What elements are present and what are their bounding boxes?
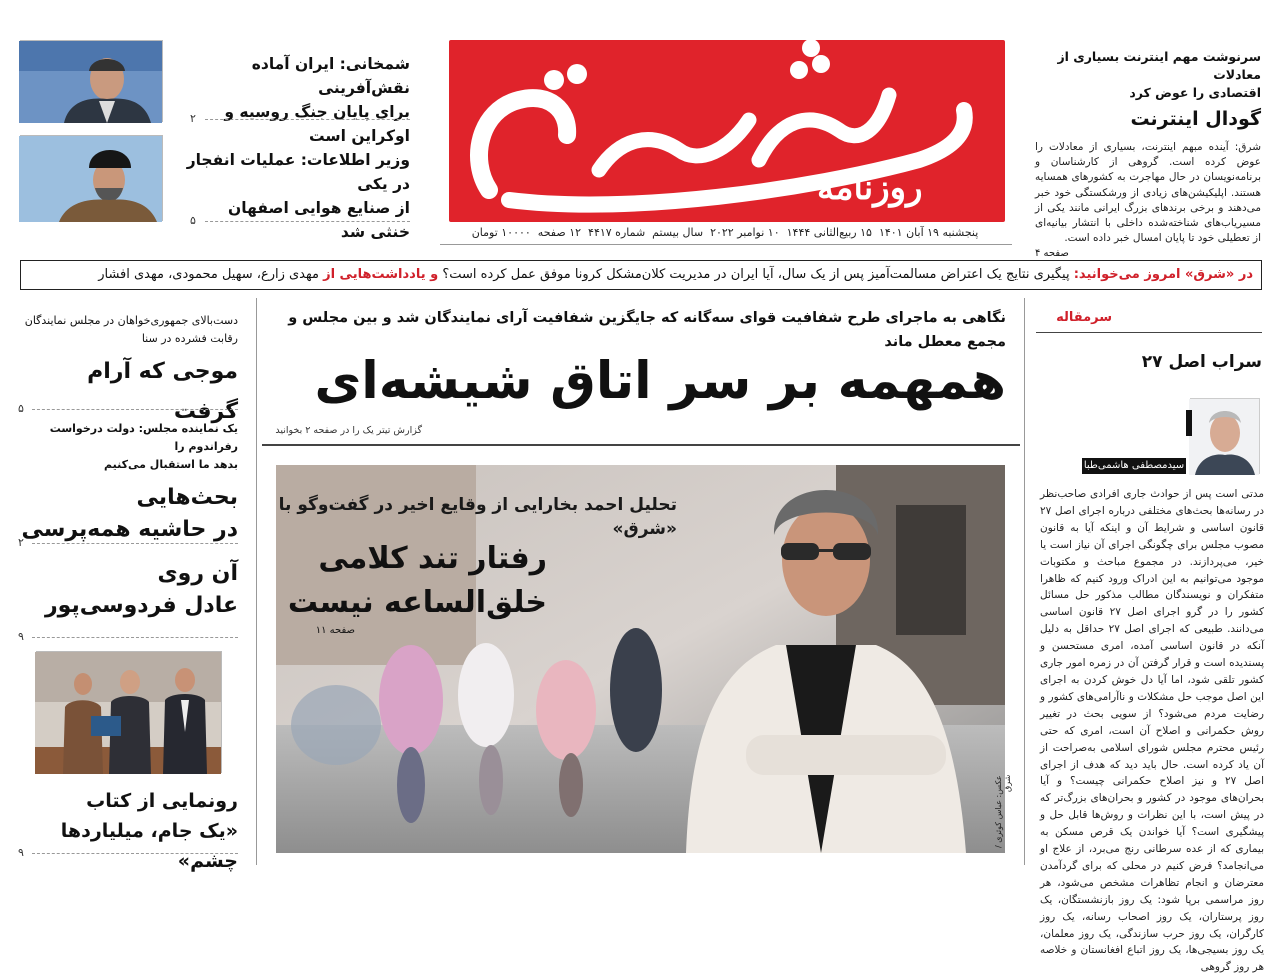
divider (205, 221, 410, 222)
book-launch-story[interactable] (20, 786, 238, 876)
kicker-line: بدهد ما استقبال می‌کنیم (104, 458, 238, 471)
title-line: عادل فردوسی‌پور (45, 593, 238, 618)
column-rule (1024, 298, 1025, 865)
portrait-image (19, 136, 162, 222)
story-kicker (20, 312, 238, 348)
headline-line: وزیر اطلاعات: عملیات انفجار در یکی (186, 151, 410, 193)
photo-title-line: خلق‌الساعه نیست (287, 585, 547, 620)
divider (32, 637, 238, 638)
divider (32, 853, 238, 854)
column-rule (256, 298, 257, 865)
ticker-text: پیگیری نتایج یک اعتراض مسالمت‌آمیز پس از یک سال، آیا ایران در مدیریت کلان‌مشکل کرونا موفق عمل کرده است؟ (438, 267, 1074, 282)
kicker-line: دست‌بالای جمهوری‌خواهان در مجلس نمایندگان (24, 314, 238, 327)
internet-story[interactable] (1035, 48, 1261, 261)
book-launch-photo[interactable] (36, 651, 222, 773)
title-line: «یک جام، میلیاردها چشم» (60, 820, 238, 872)
page-number: صفحه ۴ (1035, 248, 1069, 260)
editorial-body: مدتی است پس از حوادث جاری افرادی صاحب‌نظر در رسانه‌ها بحث‌های مختلفی درباره اجرای اصل ۲۷ قانون اساسی و شرایط آن و اینکه آیا به قانون مصوب مجلس برای چگونگی اجرای آن نیاز است یا خیر، می‌پردازند. در مجموع مباحث و مکتوبات موجود می‌توانیم به این ادراک ورود کنیم که ظاهرا متفکران و نویسندگان مطالب مذکور حل مسائل کشور را در گرو اجرای اصل ۲۷ قانون اساسی می‌دانند. طبیعی که اجرای اصل ۲۷ حداقل به دلیل آنکه در قانون اساسی آمده، امری مستحسن و پسندیده است و قرار گرفتن آن در زمره امور جاری کشور تلقی شود، اما آیا دل خوش کردن به اجرای این اصل موجب حل مشکلات و ناآرامی‌های کشور و رضایت مردم می‌شود؟ از سویی بحث در تغییر روش حکمرانی و اصلاح آن است، امری که حتی رئیس محترم مجلس شورای اسلامی به‌صراحت از آن یاد کرده است. حال باید دید که هدف از اجرای اصل ۲۷ و نیز اصلاح حکمرانی چیست؟ و آیا بحران‌های موجود در کشور و بحران‌های بزرگ‌تر که در پیش است، با این نظرات و روش‌ها قابل حل و پیشگیری است؟ آیا خواندن یک قرص مسکن به بیماری که از عده سرطانی رنج می‌برد، از علاج او می‌انجامد؟ فرض کنیم در محلی که برای گردآمدن معترضان و انجام تظاهرات مشخص می‌شود، هر روز مراسمی برپا شود: یک روز بازنشستگان، یک روز پرستاران، یک روز اصحاب رسانه، یک روز کارگران، یک روز حرب سازندگی، یک روز معلمان، یک روز بسیجی‌ها، یک روز اتباع افغانستان و خلاصه هر روز گروهی (1040, 488, 1265, 974)
divider (1036, 332, 1262, 333)
story-title: موجی که آرام گرفت (87, 359, 238, 424)
story-body: شرق: آینده مبهم اینترنت، بسیاری از معادلات را عوض کرده است. گروهی از کارشناسان و برنامه‌نویسان در حال مهاجرت به کشورهای همسایه هستند. اپلیکیشن‌های زیادی از ورشکستگی خود خبر می‌دهند و برخی برندهای بزرگ ایرانی مانند یکی از مسیریاب‌های شناخته‌شده داخلی با انتشار بیانیه‌ای از تعطیلی خود تا پایان امسال خبر داده است. (1035, 141, 1261, 245)
ticker-label: در «شرق» امروز می‌خوانید: (1073, 267, 1253, 282)
dateline: پنجشنبه ۱۹ آبان ۱۴۰۱ ‍ ۱۵ ربیع‌الثانی ۱۴۴۴ ‍ ۱۰ نوامبر ۲۰۲۲ ‍ سال بیستم ‍ شماره ۴۴۱۷ ‍ ۱۲ صفحه ‍ ۱۰۰۰۰ تومان (471, 226, 979, 239)
page-number: صفحه ۱۱ (315, 625, 355, 636)
author-photo (1190, 398, 1260, 474)
photo-title[interactable] (277, 537, 547, 625)
divider (205, 119, 410, 120)
us-elections-story[interactable] (20, 312, 238, 432)
alavi-photo[interactable] (20, 135, 163, 221)
photo-title-line: رفتار تند کلامی (318, 541, 547, 576)
header-left-headline-1[interactable] (185, 52, 410, 148)
headline-line: شمخانی: ایران آماده نقش‌آفرینی (251, 55, 410, 97)
bokharaei-photo[interactable] (276, 465, 1012, 853)
title-line: بحث‌هایی (136, 485, 238, 510)
page-number: ۲ (190, 112, 196, 125)
ticker-label-2: و یادداشت‌هایی از (323, 267, 439, 282)
decorative-bar (1186, 410, 1192, 436)
divider (32, 409, 238, 410)
section-label: سرمقاله (1056, 310, 1112, 325)
portrait-image (1189, 399, 1259, 475)
editorial-title[interactable]: سراب اصل ۲۷ (1141, 352, 1262, 372)
page-number: ۵ (18, 402, 24, 415)
headline-line: از صنایع هوایی اصفهان خنثی شد (228, 199, 410, 241)
editorial-section (1036, 310, 1262, 325)
headline-line: برای پایان جنگ روسیه و اوکراین است (224, 103, 410, 145)
story-kicker: اقتصادی را عوض کرد (1129, 85, 1261, 100)
sub-brand-label: روزنامه (817, 168, 923, 208)
story-title: گودال اینترنت (1130, 108, 1261, 130)
title-line: آن روی (157, 561, 238, 586)
referendum-story[interactable] (20, 420, 238, 546)
shamkhani-photo[interactable] (20, 40, 163, 122)
story-title (20, 482, 238, 546)
author-name: سیدمصطفی هاشمی‌طبا (1082, 458, 1186, 474)
kicker-line: رقابت فشرده در سنا (141, 332, 238, 345)
story-kicker (20, 420, 238, 474)
title-line: در حاشیه همه‌پرسی (21, 517, 238, 542)
headline-ref: گزارش تیتر یک را در صفحه ۲ بخوانید (275, 425, 422, 436)
main-kicker: نگاهی به ماجرای طرح شفافیت قوای سه‌گانه که جایگزین شفافیت آرای نمایندگان شد و بین مجلس و مجمع معطل ماند (288, 310, 1006, 350)
page-number: ۹ (18, 846, 24, 859)
main-headline[interactable]: همهمه بر سر اتاق شیشه‌ای (314, 352, 1006, 411)
ticker-authors: مهدی زارع، سهیل محمودی، مهدی افشار (98, 267, 324, 282)
portrait-image (19, 41, 162, 123)
header-left-headline-2[interactable] (185, 148, 410, 244)
divider (262, 444, 1020, 446)
divider (32, 543, 238, 544)
story-kicker: سرنوشت مهم اینترنت بسیاری از معادلات (1057, 49, 1261, 82)
divider (440, 244, 1012, 245)
page-number: ۲ (18, 536, 24, 549)
masthead-logo[interactable] (449, 40, 1005, 222)
photo-credit: عکس: عباس کوثری / شرق (994, 775, 1012, 848)
ferdowsipour-story[interactable] (20, 558, 238, 622)
photo-kicker: تحلیل احمد بخارایی از وقایع اخیر در گفت‌وگو با «شرق» (278, 495, 677, 539)
today-in-sharq-bar[interactable] (20, 260, 1262, 290)
page-number: ۹ (18, 630, 24, 643)
title-line: رونمایی از کتاب (86, 790, 238, 812)
kicker-line: یک نماینده مجلس: دولت درخواست رفراندوم را (49, 422, 238, 453)
page-number: ۵ (190, 214, 196, 227)
book-launch-image (35, 652, 221, 774)
